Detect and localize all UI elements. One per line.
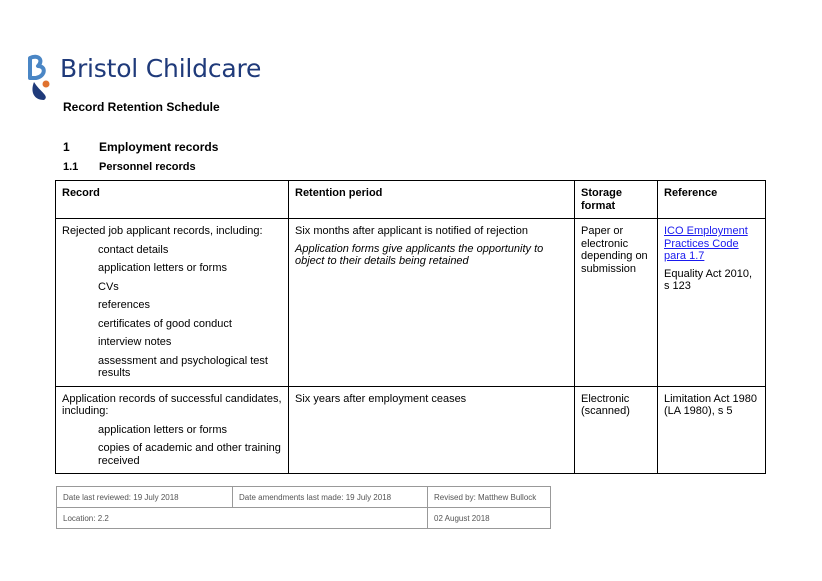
record-items	[62, 244, 283, 380]
header-storage: Storage format	[575, 181, 658, 219]
list-item: interview notes	[98, 336, 172, 348]
footer-row	[57, 487, 551, 508]
footer-date: 02 August 2018	[428, 508, 551, 529]
section-title: Employment records	[99, 140, 219, 154]
section-heading	[63, 140, 218, 154]
storage-cell: Electronic (scanned)	[575, 386, 658, 474]
subsection-number: 1.1	[63, 161, 79, 173]
subsection-title: Personnel records	[99, 161, 196, 173]
list-item: certificates of good conduct	[98, 317, 232, 330]
table-row	[56, 219, 766, 387]
list-item: assessment and psychological test results	[98, 354, 268, 379]
ico-reference-link[interactable]: ICO Employment Practices Code para 1.7	[664, 225, 748, 262]
brand-name: Bristol Childcare	[60, 54, 262, 83]
reference-cell: Limitation Act 1980 (LA 1980), s 5	[658, 386, 766, 474]
footer-row	[57, 508, 551, 529]
document-footer	[56, 486, 551, 529]
footer-location: Location: 2.2	[57, 508, 428, 529]
header-reference: Reference	[658, 181, 766, 219]
record-cell	[56, 386, 289, 474]
retention-note: Application forms give applicants the opportunity to object to their details being retained	[295, 242, 544, 267]
record-label: Application records of successful candidates, including:	[62, 392, 282, 417]
header-retention: Retention period	[289, 181, 575, 219]
list-item: application letters or forms	[98, 262, 227, 274]
table-row	[56, 386, 766, 474]
subsection-heading	[63, 161, 196, 173]
table-header-row	[56, 181, 766, 219]
reference-extra: Equality Act 2010, s 123	[664, 267, 753, 292]
section-number: 1	[63, 140, 70, 154]
header-record: Record	[56, 181, 289, 219]
footer-reviewed: Date last reviewed: 19 July 2018	[57, 487, 233, 508]
retention-cell	[289, 219, 575, 387]
list-item: references	[98, 299, 150, 311]
footer-amended: Date amendments last made: 19 July 2018	[233, 487, 428, 508]
list-item: application letters or forms	[98, 423, 227, 436]
record-cell	[56, 219, 289, 387]
footer-revised-by: Revised by: Matthew Bullock	[428, 487, 551, 508]
bristol-childcare-logo-icon	[24, 52, 58, 102]
record-label: Rejected job applicant records, including:	[62, 225, 263, 237]
brand-logo	[24, 52, 284, 102]
retention-table	[55, 180, 766, 474]
document-title: Record Retention Schedule	[63, 100, 220, 114]
storage-cell: Paper or electronic depending on submission	[575, 219, 658, 387]
list-item: CVs	[98, 280, 119, 293]
record-items	[62, 424, 283, 468]
reference-cell	[658, 219, 766, 387]
retention-text: Six months after applicant is notified of rejection	[295, 225, 528, 237]
list-item: contact details	[98, 243, 169, 256]
list-item: copies of academic and other training received	[98, 442, 281, 467]
retention-cell: Six years after employment ceases	[289, 386, 575, 474]
